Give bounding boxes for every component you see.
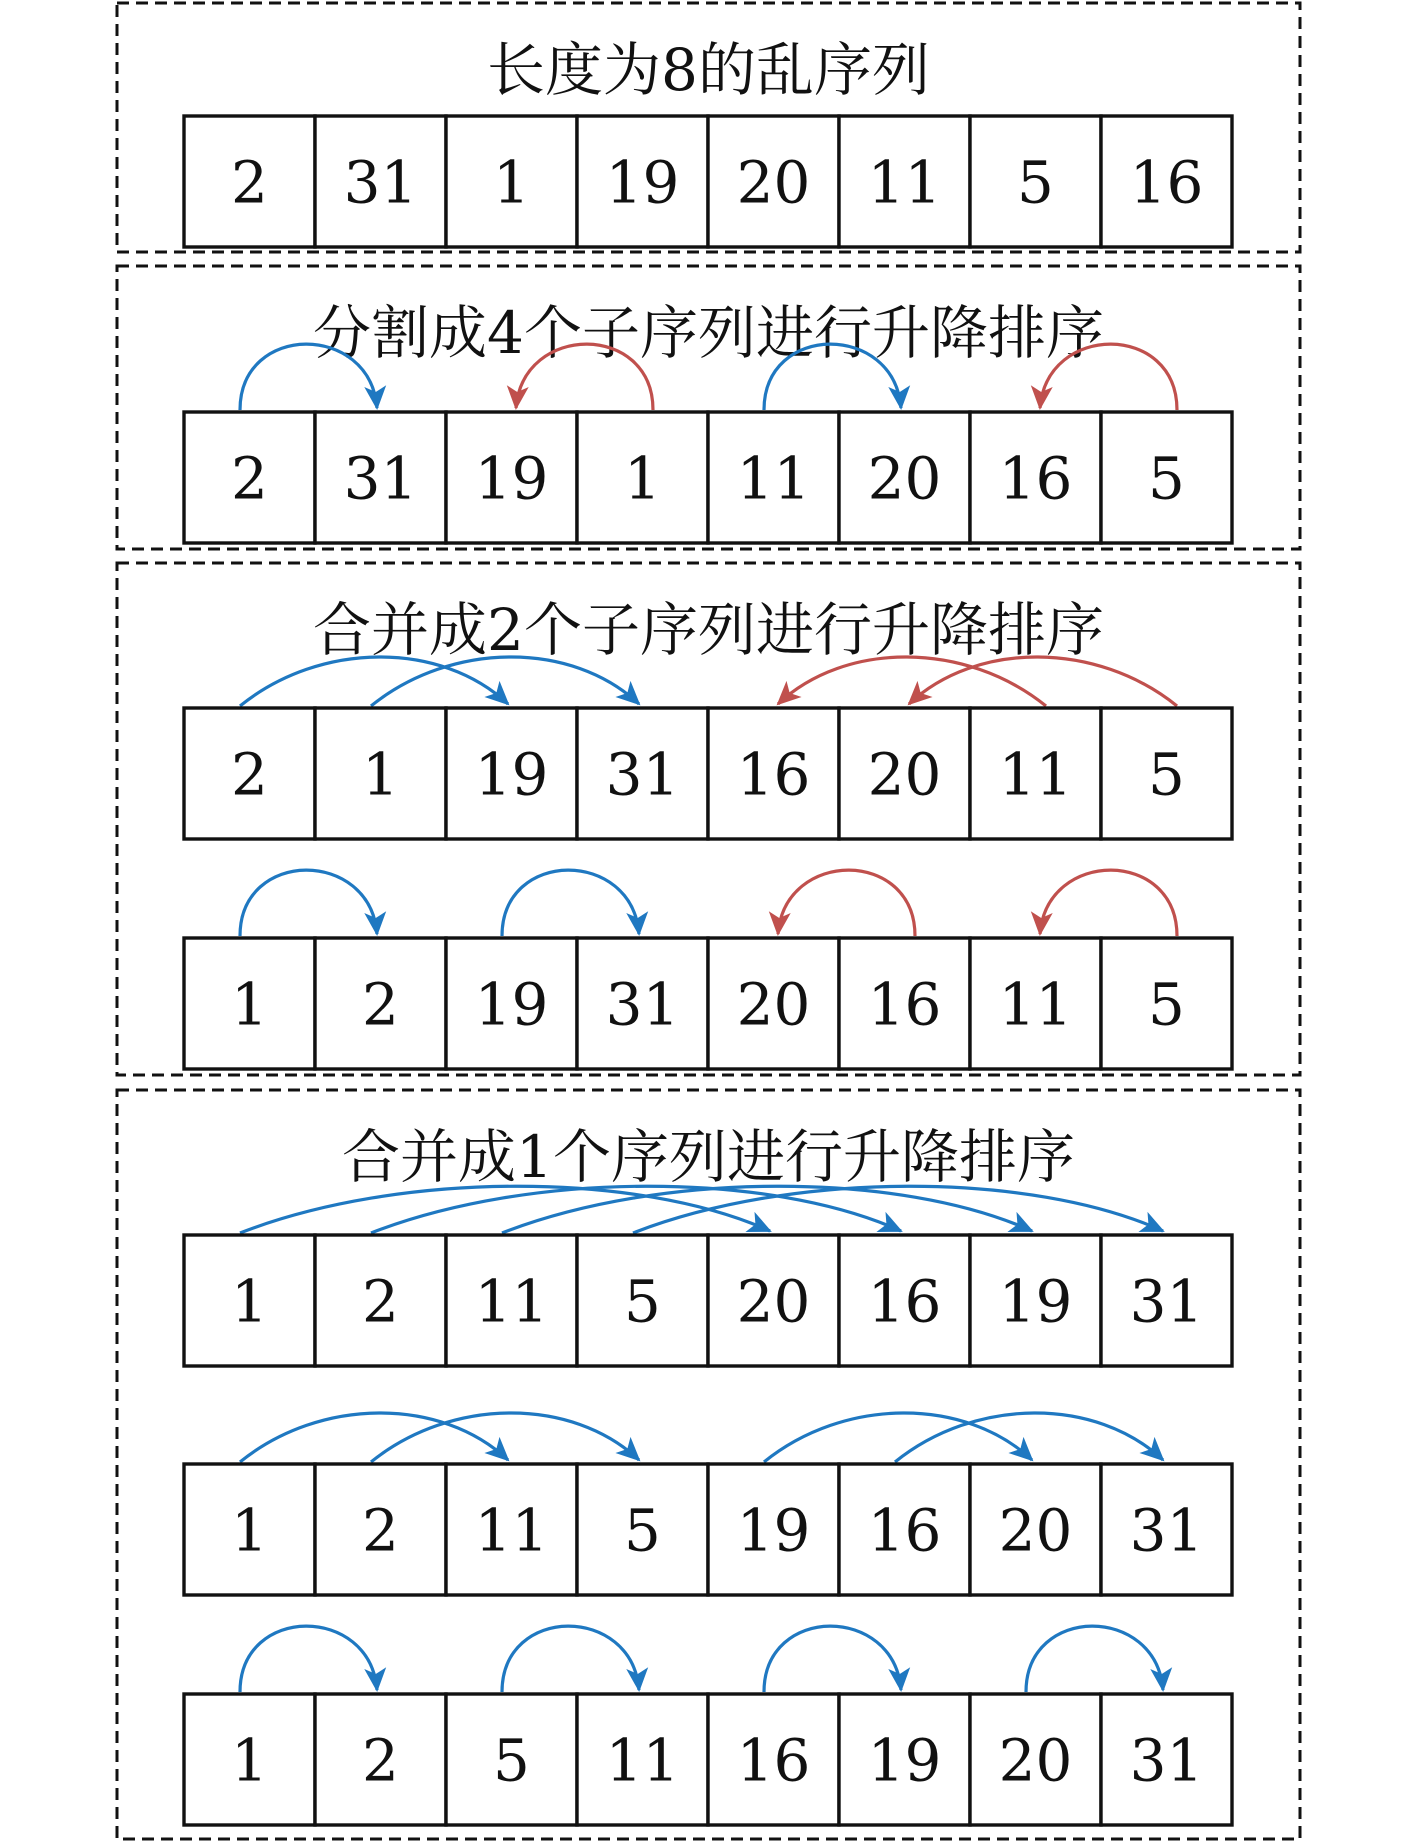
ascending-swap-arrow: [240, 1626, 377, 1692]
panel-title: 合并成2个子序列进行升降排序: [313, 596, 1104, 664]
cell-value: 31: [343, 444, 418, 513]
cell-value: 11: [736, 444, 811, 513]
descending-swap-arrow: [1040, 870, 1177, 936]
cell-value: 16: [736, 1726, 811, 1795]
cell-value: 16: [867, 1267, 942, 1336]
cell-value: 1: [231, 1496, 268, 1565]
cell-value: 19: [867, 1726, 942, 1795]
descending-swap-arrow: [909, 657, 1177, 706]
sequence-row: [184, 1413, 1232, 1595]
cell-value: 20: [736, 1267, 811, 1336]
cell-value: 31: [343, 148, 418, 217]
sequence-row: [184, 344, 1232, 543]
cell-value: 5: [1148, 970, 1185, 1039]
cell-value: 31: [1129, 1496, 1204, 1565]
cell-value: 5: [624, 1496, 661, 1565]
cell-value: 5: [493, 1726, 530, 1795]
panel-4: [117, 1090, 1300, 1839]
sequence-row: [184, 1186, 1232, 1366]
cell-value: 19: [474, 444, 549, 513]
cell-value: 20: [736, 970, 811, 1039]
panel-1: [117, 3, 1300, 252]
sequence-row: [184, 657, 1232, 839]
cell-value: 1: [231, 970, 268, 1039]
cell-value: 2: [362, 1267, 399, 1336]
cell-value: 16: [1129, 148, 1204, 217]
cell-value: 2: [362, 970, 399, 1039]
cell-value: 19: [605, 148, 680, 217]
cell-value: 20: [867, 740, 942, 809]
cell-value: 5: [1148, 444, 1185, 513]
cell-value: 5: [1148, 740, 1185, 809]
ascending-swap-arrow: [240, 1413, 508, 1462]
cell-value: 19: [736, 1496, 811, 1565]
ascending-swap-arrow: [371, 1413, 639, 1462]
panel-title: 长度为8的乱序列: [487, 36, 930, 104]
cell-value: 20: [998, 1726, 1073, 1795]
cell-value: 1: [362, 740, 399, 809]
panel-title: 分割成4个子序列进行升降排序: [313, 299, 1104, 367]
cell-value: 11: [867, 148, 942, 217]
cell-value: 31: [1129, 1267, 1204, 1336]
cell-value: 16: [736, 740, 811, 809]
cell-value: 5: [1017, 148, 1054, 217]
cell-value: 5: [624, 1267, 661, 1336]
cell-value: 2: [231, 444, 268, 513]
cell-value: 19: [474, 740, 549, 809]
ascending-swap-arrow: [240, 1186, 770, 1233]
ascending-swap-arrow: [764, 1626, 901, 1692]
descending-swap-arrow: [778, 657, 1046, 706]
sequence-row: [184, 870, 1232, 1069]
cell-value: 16: [867, 970, 942, 1039]
cell-value: 20: [736, 148, 811, 217]
cell-value: 20: [867, 444, 942, 513]
cell-value: 1: [231, 1267, 268, 1336]
descending-swap-arrow: [778, 870, 915, 936]
cell-value: 11: [474, 1267, 549, 1336]
ascending-swap-arrow: [1026, 1626, 1163, 1692]
cell-value: 31: [605, 970, 680, 1039]
cell-value: 2: [362, 1726, 399, 1795]
cell-value: 11: [998, 970, 1073, 1039]
panel-title: 合并成1个序列进行升降排序: [342, 1123, 1075, 1191]
ascending-swap-arrow: [502, 870, 639, 936]
cell-value: 2: [362, 1496, 399, 1565]
ascending-swap-arrow: [240, 657, 508, 706]
panel-2: [117, 266, 1300, 549]
ascending-swap-arrow: [764, 1413, 1032, 1462]
ascending-swap-arrow: [371, 657, 639, 706]
cell-value: 31: [605, 740, 680, 809]
sequence-row: [184, 1626, 1232, 1825]
cell-value: 16: [998, 444, 1073, 513]
panel-3: [117, 563, 1300, 1075]
cell-value: 20: [998, 1496, 1073, 1565]
cell-value: 19: [998, 1267, 1073, 1336]
cell-value: 1: [624, 444, 661, 513]
cell-value: 11: [474, 1496, 549, 1565]
ascending-swap-arrow: [895, 1413, 1163, 1462]
cell-value: 11: [605, 1726, 680, 1795]
ascending-swap-arrow: [240, 870, 377, 936]
cell-value: 11: [998, 740, 1073, 809]
ascending-swap-arrow: [502, 1626, 639, 1692]
sequence-row: [184, 116, 1232, 247]
cell-value: 1: [231, 1726, 268, 1795]
cell-value: 2: [231, 740, 268, 809]
cell-value: 1: [493, 148, 530, 217]
cell-value: 19: [474, 970, 549, 1039]
cell-value: 31: [1129, 1726, 1204, 1795]
cell-value: 16: [867, 1496, 942, 1565]
cell-value: 2: [231, 148, 268, 217]
